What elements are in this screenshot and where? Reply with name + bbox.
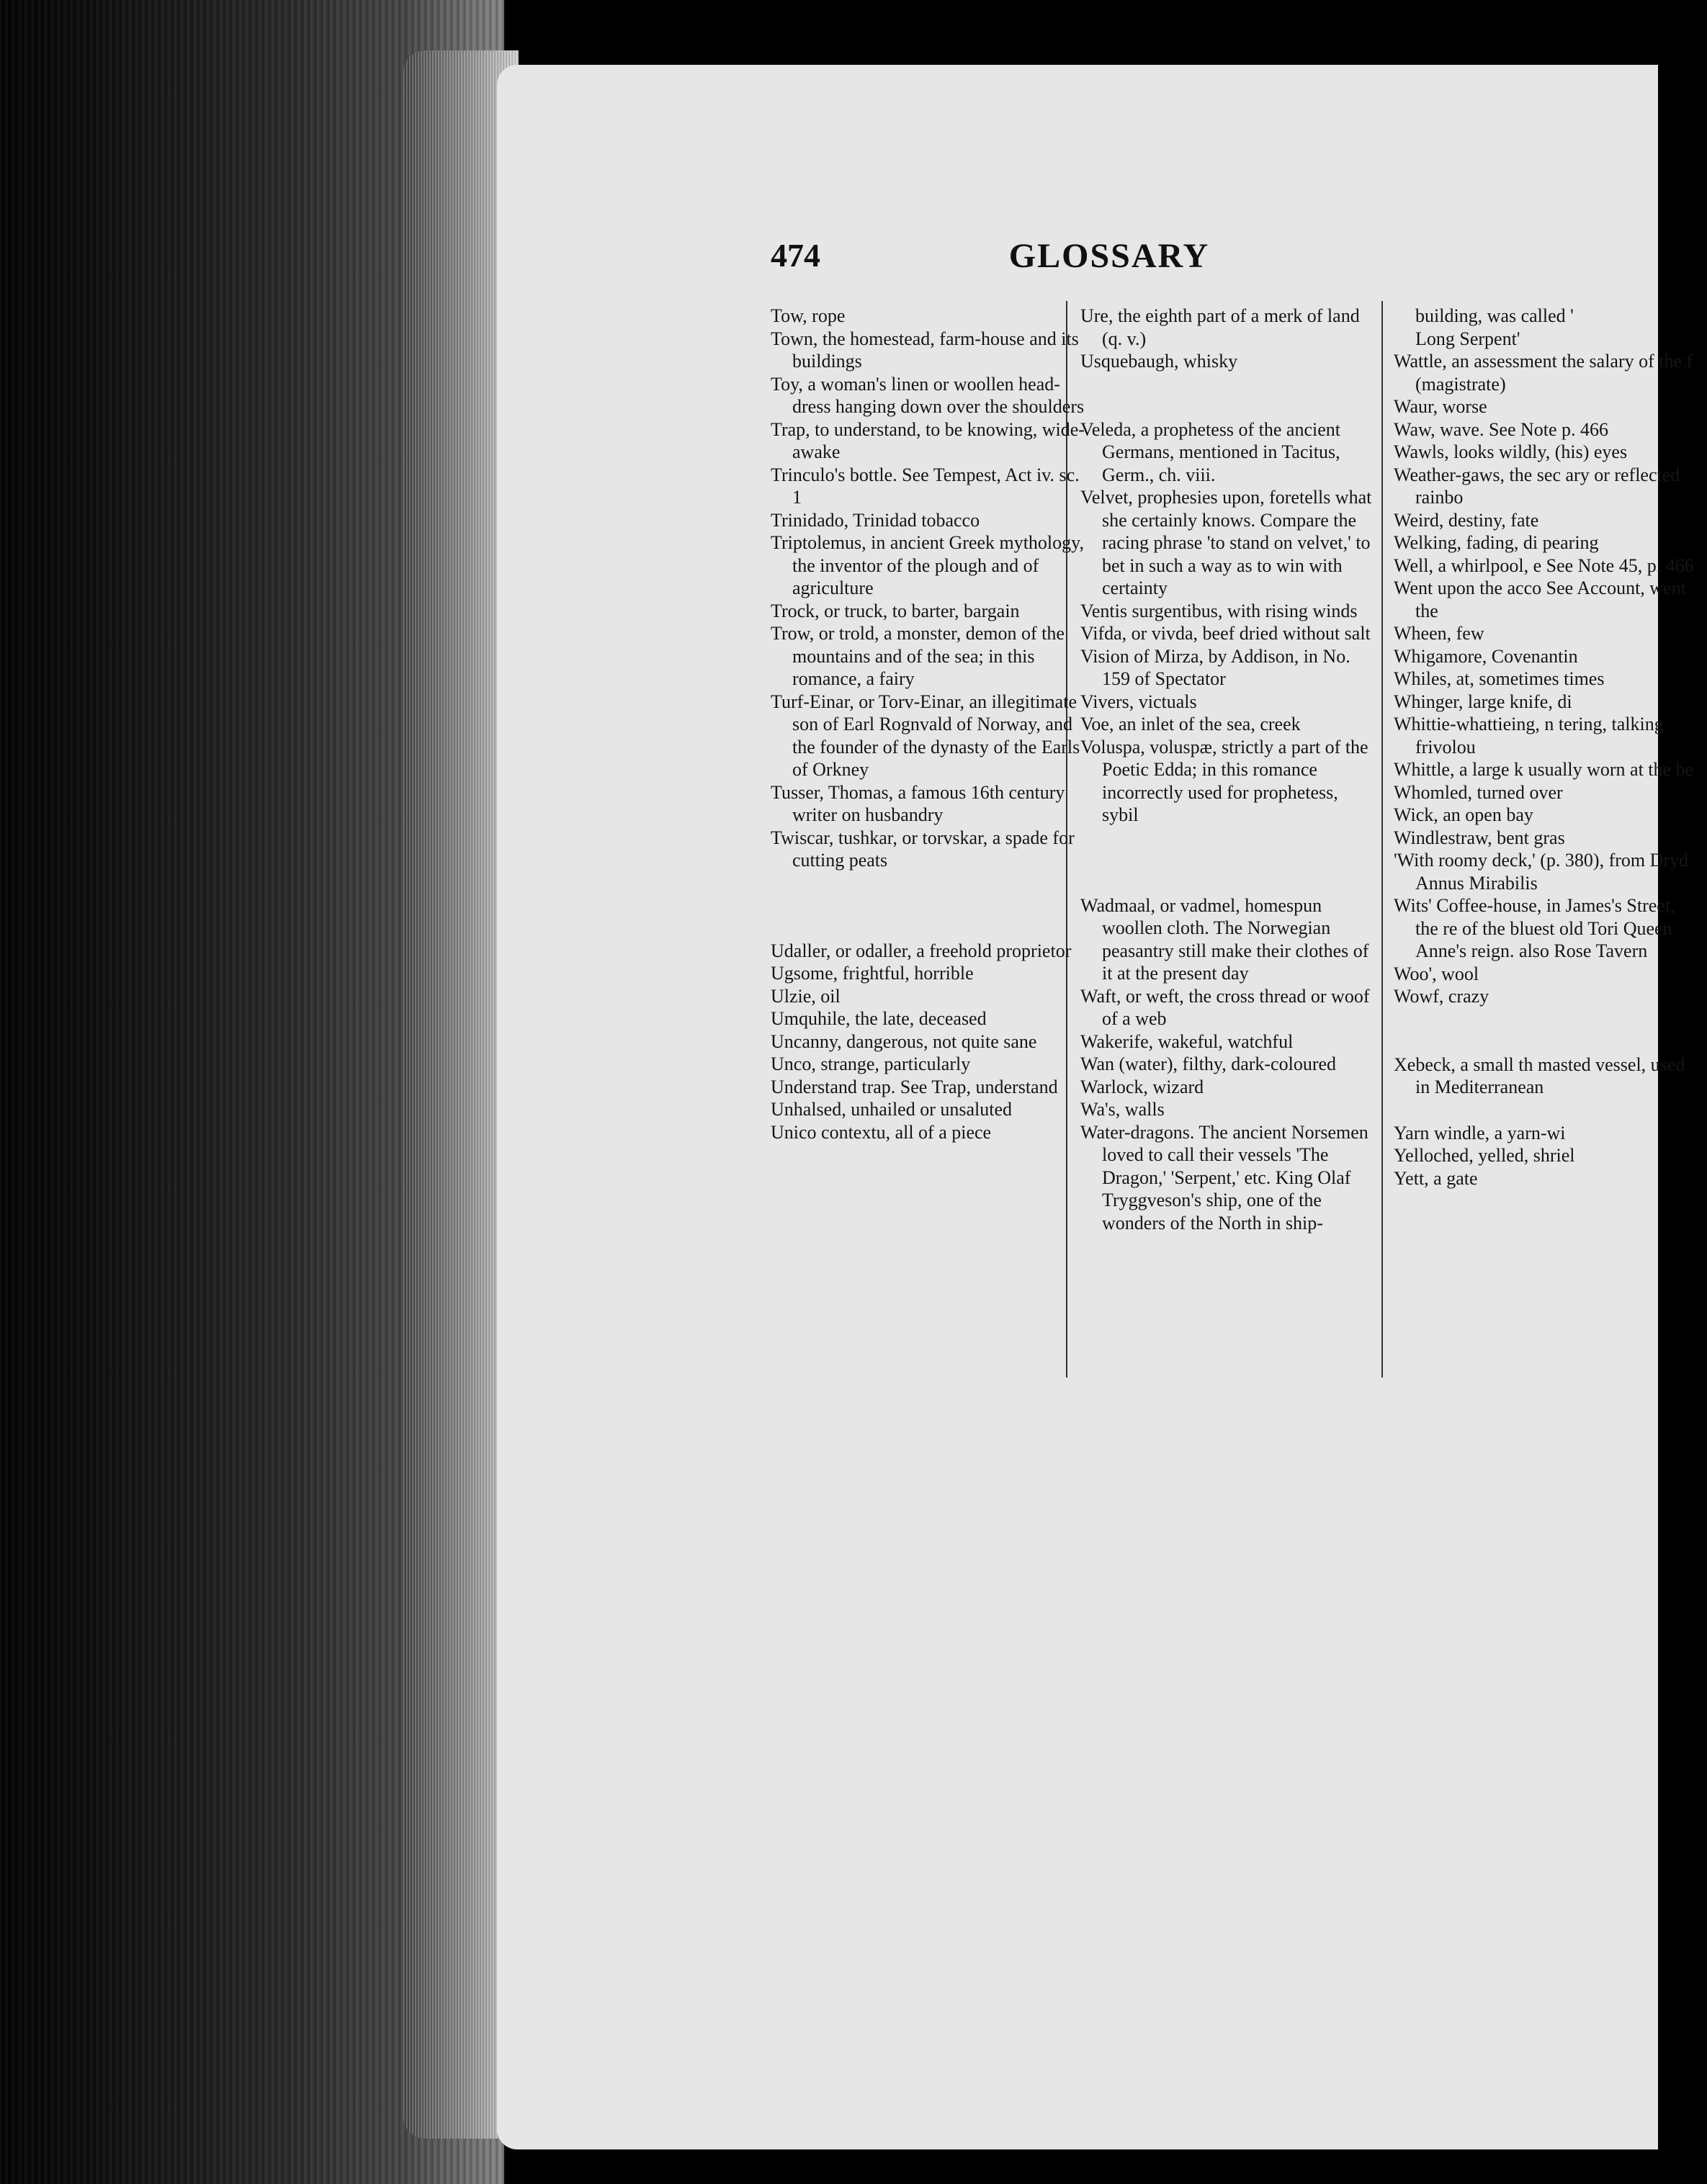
glossary-entry: Whigamore, Covenantin <box>1394 645 1578 667</box>
glossary-entry: Ulzie, oil <box>771 985 841 1007</box>
glossary-entry: Trinculo's bottle. See Tempest, Act iv. sc. 1 <box>771 464 1080 508</box>
glossary-entry: Voluspa, voluspæ, strictly a part of the Poetic Edda; in this romance incorrectly used for prophetess, sybil <box>1080 736 1368 825</box>
glossary-entry: Twiscar, tushkar, or torvskar, a spade for cutting peats <box>771 827 1075 871</box>
glossary-entry: Wattle, an assessment the salary of the f (magistrate) <box>1394 351 1693 395</box>
glossary-entry: Trap, to understand, to be knowing, wide-awake <box>771 418 1085 462</box>
glossary-entry: Wawls, looks wildly, (his) eyes <box>1394 441 1628 462</box>
glossary-entry: Welking, fading, di pearing <box>1394 532 1599 553</box>
section-gap <box>1394 1099 1696 1122</box>
glossary-entry: Velvet, prophesies upon, foretells what she certainly knows. Compare the racing phrase 'to stand on velvet,' to bet in such a way as to win with certainty <box>1080 487 1372 598</box>
glossary-entry: Weather-gaws, the sec ary or reflected rainbo <box>1394 464 1680 508</box>
section-gap <box>1080 373 1372 418</box>
glossary-entry: Umquhile, the late, deceased <box>771 1008 987 1029</box>
section-gap <box>1080 827 1372 894</box>
glossary-entry: Well, a whirlpool, e See Note 45, p. 466 <box>1394 554 1694 576</box>
glossary-entry: Usquebaugh, whisky <box>1080 351 1238 372</box>
glossary-entry: Toy, a woman's linen or woollen head-dress hanging down over the shoulders <box>771 373 1085 417</box>
glossary-entry: Veleda, a prophetess of the ancient Germans, mentioned in Tacitus, Germ., ch. viii. <box>1080 418 1340 485</box>
running-head: GLOSSARY <box>1008 237 1210 275</box>
glossary-entry: Understand trap. See Trap, understand <box>771 1076 1058 1097</box>
glossary-entry: Wakerife, wakeful, watchful <box>1080 1030 1294 1052</box>
glossary-entry: Wheen, few <box>1394 623 1484 644</box>
glossary-entry: Whittie-whattieing, n tering, talking frivolou <box>1394 714 1664 758</box>
glossary-entry: Wick, an open bay <box>1394 804 1533 825</box>
glossary-column-3 <box>1394 305 1696 1190</box>
glossary-entry: Waft, or weft, the cross thread or woof of a web <box>1080 985 1370 1029</box>
glossary-entry: Unico contextu, all of a piece <box>771 1121 992 1143</box>
glossary-entry: Windlestraw, bent gras <box>1394 827 1565 848</box>
glossary-entry: Vifda, or vivda, beef dried without salt <box>1080 623 1371 644</box>
glossary-entry: Vision of Mirza, by Addison, in No. 159 of Spectator <box>1080 645 1350 689</box>
glossary-entry: Whomled, turned over <box>1394 781 1563 803</box>
glossary-entry: Wan (water), filthy, dark-coloured <box>1080 1053 1337 1074</box>
glossary-entry: Town, the homestead, farm-house and its buildings <box>771 328 1079 372</box>
glossary-entry: Tow, rope <box>771 305 846 326</box>
glossary-entry: Yarn windle, a yarn-wi <box>1394 1122 1566 1143</box>
glossary-entry: Ventis surgentibus, with rising winds <box>1080 600 1358 621</box>
glossary-entry: Uncanny, dangerous, not quite sane <box>771 1030 1037 1052</box>
glossary-entry: Yett, a gate <box>1394 1167 1478 1189</box>
glossary-entry: Wowf, crazy <box>1394 986 1489 1007</box>
glossary-entry: Triptolemus, in ancient Greek mythology, the inventor of the plough and of agriculture <box>771 532 1084 598</box>
glossary-entry: Ure, the eighth part of a merk of land (q. v.) <box>1080 305 1360 349</box>
glossary-entry: Xebeck, a small th masted vessel, used in Mediterranean <box>1394 1053 1685 1097</box>
glossary-entry: building, was called ' <box>1415 305 1574 326</box>
glossary-entry: Yelloched, yelled, shriel <box>1394 1145 1575 1166</box>
glossary-column-1 <box>771 305 1088 1143</box>
glossary-entry: Trock, or truck, to barter, bargain <box>771 600 1020 621</box>
glossary-entry: Went upon the acco See Account, went the <box>1394 578 1686 621</box>
section-gap <box>1394 1008 1696 1053</box>
glossary-entry: Unhalsed, unhailed or unsaluted <box>771 1099 1013 1120</box>
glossary-entry: 'With roomy deck,' (p. 380), from Dryd Annus Mirabilis <box>1394 850 1689 894</box>
page-number: 474 <box>771 237 820 274</box>
book-page <box>497 65 1694 2149</box>
glossary-entry: Wits' Coffee-house, in James's Street, the re of the bluest old Tori Queen Anne's reign. also Rose Tavern <box>1394 895 1675 961</box>
glossary-entry: Long Serpent' <box>1415 328 1520 349</box>
glossary-entry: Unco, strange, particularly <box>771 1053 971 1074</box>
page-header <box>771 236 1707 287</box>
glossary-entry: Ugsome, frightful, horrible <box>771 963 974 984</box>
glossary-entry: Voe, an inlet of the sea, creek <box>1080 714 1301 734</box>
glossary-column-2 <box>1080 305 1372 1234</box>
glossary-entry: Udaller, or odaller, a freehold proprietor <box>771 940 1072 961</box>
section-gap <box>771 872 1088 940</box>
glossary-entry: Wadmaal, or vadmel, homespun woollen cloth. The Norwegian peasantry still make their clothes of it at the present day <box>1080 894 1369 984</box>
glossary-entry: Whittle, a large k usually worn at the be <box>1394 759 1694 780</box>
column-rule <box>1381 301 1383 1378</box>
glossary-entry: Weird, destiny, fate <box>1394 509 1539 531</box>
glossary-entry: Waur, worse <box>1394 396 1487 417</box>
glossary-entry: Warlock, wizard <box>1080 1076 1204 1097</box>
glossary-entry: Whinger, large knife, di <box>1394 691 1572 712</box>
glossary-entry: Waw, wave. See Note p. 466 <box>1394 418 1609 440</box>
glossary-entry: Trinidado, Trinidad tobacco <box>771 509 980 531</box>
glossary-entry: Vivers, victuals <box>1080 691 1197 712</box>
glossary-entry: Trow, or trold, a monster, demon of the mountains and of the sea; in this romance, a fairy <box>771 623 1065 689</box>
glossary-entry: Wa's, walls <box>1080 1099 1165 1120</box>
glossary-entry: Whiles, at, sometimes times <box>1394 668 1605 689</box>
glossary-entry: Tusser, Thomas, a famous 16th century writer on husbandry <box>771 781 1065 825</box>
glossary-entry: Woo', wool <box>1394 963 1479 984</box>
glossary-entry: Water-dragons. The ancient Norsemen loved to call their vessels 'The Dragon,' 'Serpent,' etc. King Olaf Tryggveson's ship, one of the wonders of the North in ship- <box>1080 1121 1368 1233</box>
glossary-entry: Turf-Einar, or Torv-Einar, an illegitimate son of Earl Rognvald of Norway, and the founder of the dynasty of the Earls of Orkney <box>771 691 1080 780</box>
